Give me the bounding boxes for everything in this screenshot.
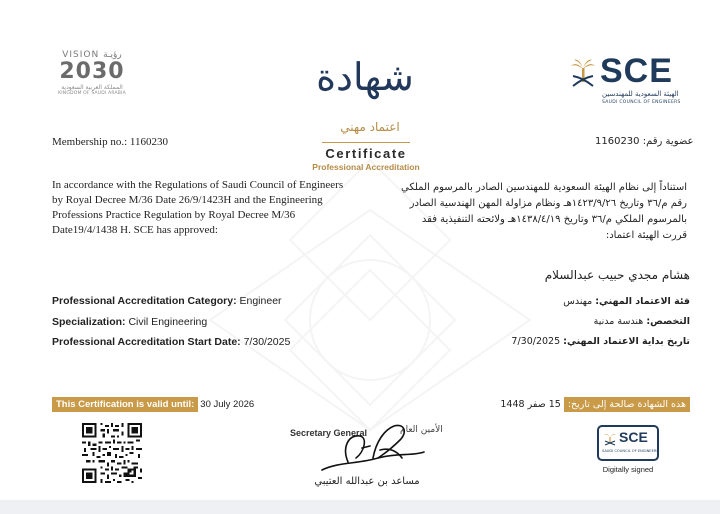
sce-logo [570, 52, 695, 112]
membership-en [52, 136, 168, 148]
vision-label: VISION رؤيـة [62, 50, 122, 60]
sce-name-ar: الهيئة السعودية للمهندسين [602, 90, 679, 98]
specialization-label-en: Specialization: [52, 316, 126, 328]
validity-date-en: 30 July 2026 [200, 399, 255, 410]
category-label-ar: فئة الاعتماد المهني: [595, 296, 690, 307]
specialization-value-en: Civil Engineering [128, 316, 208, 328]
holder-name-ar: هشام مجدي حبيب عبدالسلام [544, 268, 690, 282]
membership-ar [595, 136, 694, 147]
validity-label-ar: هذه الشهادة صالحة إلى تاريخ: [564, 397, 690, 412]
validity-date-ar: 15 صفر 1448 [500, 399, 561, 410]
title-divider [322, 142, 410, 143]
specialization-value-ar: هندسة مدنية [593, 316, 644, 327]
vision-year: 2030 [59, 59, 125, 84]
start-date-row-ar [380, 336, 690, 347]
start-date-row-en [52, 336, 290, 348]
certificate-title-ar: شهادة [316, 55, 414, 99]
vision-kingdom-en: KINGDOM OF SAUDI ARABIA [58, 91, 126, 96]
sce-name-en: SAUDI COUNCIL OF ENGINEERS [602, 100, 681, 105]
digitally-signed-caption: Digitally signed [602, 465, 654, 474]
signature [318, 418, 428, 478]
validity-en [52, 397, 254, 414]
validity-label-en: This Certification is valid until: [52, 397, 198, 412]
start-date-value-en: 7/30/2025 [243, 336, 291, 348]
membership-number-en: 1160230 [129, 136, 169, 148]
category-label-en: Professional Accreditation Category: [52, 295, 237, 307]
regulation-text-en: In accordance with the Regulations of Saudi Council of Engineers by Royal Decree M/36 Date 26/9/1423H and the Engineering Professions Practice Regulation by Royal Decree M/36 Date19/4/1438 H. SCE has approved: [52, 179, 344, 236]
stamp-text: SAUDI COUNCIL OF ENGINEERS [602, 449, 659, 453]
digital-stamp [597, 425, 659, 461]
sce-abbr: SCE [600, 52, 673, 90]
validity-ar [420, 397, 690, 414]
certificate-subtitle-ar: اعتماد مهني [340, 120, 400, 134]
category-value-en: Engineer [239, 295, 282, 307]
category-value-ar: مهندس [563, 296, 593, 307]
qr-code[interactable] [82, 423, 142, 483]
palm-swords-icon [570, 58, 596, 88]
membership-number-ar: 1160230 [595, 136, 640, 147]
category-row-ar [380, 296, 690, 307]
stamp-palm-icon [604, 432, 616, 446]
stamp-abbr: SCE [619, 429, 648, 445]
secretary-title-ar: الأمين العام [400, 425, 443, 435]
specialization-label-ar: التخصص: [646, 316, 690, 327]
certificate-title-en: Certificate [325, 146, 407, 161]
specialization-row-ar [380, 316, 690, 327]
vision-kingdom-ar: المملكة العربية السعودية [61, 84, 123, 91]
secretary-title-en: Secretary General [290, 428, 368, 438]
start-date-label-en: Professional Accreditation Start Date: [52, 336, 241, 348]
category-row-en [52, 295, 282, 307]
start-date-label-ar: تاريخ بداية الاعتماد المهني: [563, 336, 690, 347]
regulation-text-ar: استناداً إلى نظام الهيئة السعودية للمهندسين الصادر بالمرسوم الملكي رقم م/٣٦ وتاريخ ١٤٢٣/٩/٢٦هـ ونظام مزاولة المهن الهندسية الصادر بالمرسوم الملكي م/٣٦ وتاريخ ١٤٣٨/٤/١٩هـ ولائحته التنفيذية فقد قررت الهيئة اعتماد: [401, 182, 687, 241]
certificate-subtitle-en: Professional Accreditation [312, 162, 420, 172]
specialization-row-en [52, 316, 207, 328]
start-date-value-ar: 7/30/2025 [511, 336, 561, 347]
membership-label-ar: عضوية رقم: [642, 136, 694, 147]
signer-name-ar: مساعد بن عبدالله العتيبي [314, 476, 420, 487]
vision-2030-logo [52, 50, 132, 96]
membership-label-en: Membership no.: [52, 136, 128, 148]
